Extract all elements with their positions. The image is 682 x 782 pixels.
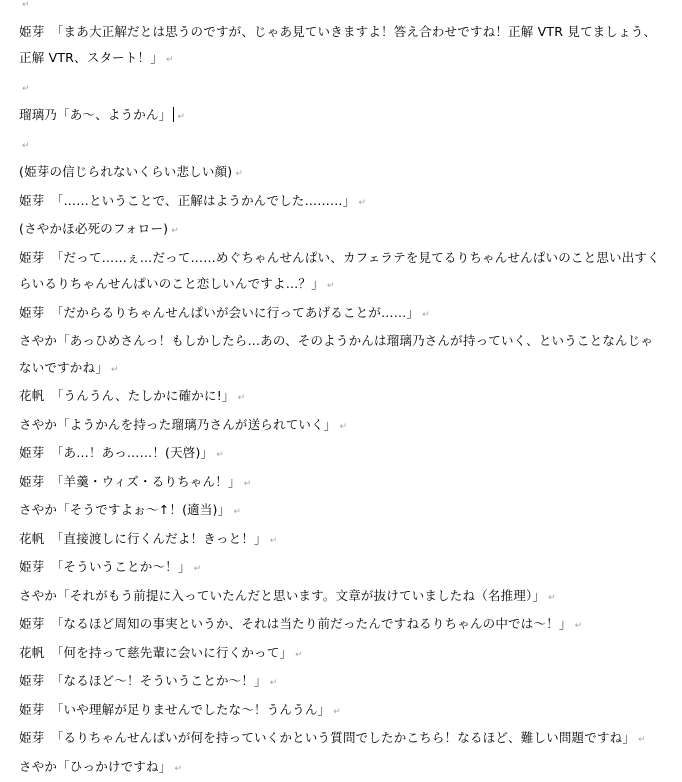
paragraph[interactable] [19,188,660,217]
paragraph-text: 姫芽 「るりちゃんせんぱいが何を持っていくかという質問でしたかこちら！なるほど、難しい問題ですね」 [19,730,635,745]
paragraph[interactable] [19,245,660,300]
paragraph-text: さやか「そうですよぉ～↑！(適当)」 [19,502,230,517]
paragraph[interactable] [19,697,660,726]
paragraph-mark-icon: ↵ [244,479,252,489]
paragraph-text: 姫芽 「なるほど～！そういうことか～！」 [19,673,267,688]
paragraph-text: 瑠璃乃「あ～、ようかん」 [19,107,171,122]
paragraph-mark-icon: ↵ [270,536,278,546]
paragraph[interactable] [19,159,660,188]
paragraph-mark-icon: ↵ [174,764,182,774]
paragraph-text: 姫芽 「あ…！あっ……！(天啓)」 [19,445,213,460]
paragraph-mark-icon: ↵ [422,310,430,320]
paragraph-mark-icon: ↵ [270,678,278,688]
paragraph-mark-icon: ↵ [166,55,174,65]
paragraph-mark-icon: ↵ [177,112,185,122]
paragraph-text: 花帆 「うんうん、たしかに確かに!」 [19,388,235,403]
paragraph-text: 姫芽 「そういうことか～！」 [19,559,191,574]
paragraph-text: さやか「ようかんを持った瑠璃乃さんが送られていく」 [19,417,337,432]
paragraph[interactable] [19,383,660,412]
paragraph[interactable] [19,640,660,669]
paragraph-mark-icon: ↵ [111,365,119,375]
paragraph-mark-icon: ↵ [216,450,224,460]
paragraph[interactable] [19,328,660,383]
paragraph-text: 姫芽 「いや理解が足りませんでしたな～！うんうん」 [19,702,330,717]
paragraph[interactable] [19,554,660,583]
paragraph-mark-icon: ↵ [333,707,341,717]
paragraph-text: さやか「それがもう前提に入っていたんだと思います。文章が抜けていましたね（名推理）」 [19,588,545,603]
paragraph[interactable] [19,412,660,441]
paragraph-mark-icon: ↵ [238,393,246,403]
paragraph[interactable] [19,469,660,498]
text-cursor [173,107,174,122]
paragraph-text: 姫芽 「だからるりちゃんせんぱいが会いに行ってあげることが……」 [19,305,419,320]
paragraph[interactable] [19,754,660,782]
paragraph-mark-icon: ↵ [22,84,30,94]
paragraph[interactable] [19,440,660,469]
paragraph-mark-icon: ↵ [575,621,583,631]
paragraph[interactable] [19,0,660,19]
paragraph[interactable] [19,300,660,329]
paragraph-mark-icon: ↵ [194,564,202,574]
paragraph-mark-icon: ↵ [235,169,243,179]
paragraph-mark-icon: ↵ [22,141,30,151]
paragraph-text: さやか「あっひめさんっ！もしかしたら…あの、そのようかんは瑠璃乃さんが持っていく、ということなんじゃないですかね」 [19,333,653,375]
paragraph-text: 姫芽 「羊羹・ウィズ・るりちゃん！」 [19,474,241,489]
paragraph-mark-icon: ↵ [358,198,366,208]
paragraph-mark-icon: ↵ [638,735,646,745]
paragraph-mark-icon: ↵ [548,593,556,603]
paragraph-mark-icon: ↵ [22,0,30,10]
paragraph[interactable] [19,19,660,74]
paragraph[interactable] [19,583,660,612]
paragraph[interactable] [19,526,660,555]
paragraph[interactable] [19,497,660,526]
paragraph-text: 花帆 「何を持って慈先輩に会いに行くかって」 [19,645,292,660]
paragraph[interactable] [19,131,660,160]
paragraph[interactable] [19,74,660,103]
paragraph-mark-icon: ↵ [233,507,241,517]
paragraph-text: さやか「ひっかけですね」 [19,759,171,774]
paragraph-text: (姫芽の信じられないくらい悲しい顔) [19,164,232,179]
paragraph-text: 姫芽 「……ということで、正解はようかんでした………」 [19,193,355,208]
paragraph[interactable] [19,725,660,754]
paragraph-text: 姫芽 「まあ大正解だとは思うのですが、じゃあ見ていきますよ！答え合わせですね！正解 VTR 見てましょう、正解 VTR、スタート！」 [19,24,656,66]
paragraph[interactable] [19,668,660,697]
paragraph[interactable] [19,611,660,640]
paragraph-mark-icon: ↵ [295,650,303,660]
paragraph-text: 花帆 「直接渡しに行くんだよ！きっと！」 [19,531,267,546]
paragraph-text: 姫芽 「なるほど周知の事実というか、それは当たり前だったんですねるりちゃんの中では～！」 [19,616,572,631]
paragraph-mark-icon: ↵ [340,422,348,432]
paragraph-text: 姫芽 「だって……ぇ…だって……めぐちゃんせんぱい、カフェラテを見てるりちゃんせんぱいのこと思い出すくらいるりちゃんせんぱいのこと恋しいんですよ…？」 [19,250,660,292]
paragraph[interactable] [19,216,660,245]
paragraph[interactable] [19,102,660,131]
paragraph-text: (さやかほ必死のフォロー) [19,221,168,236]
paragraph-mark-icon: ↵ [171,226,179,236]
paragraph-mark-icon: ↵ [327,281,335,291]
